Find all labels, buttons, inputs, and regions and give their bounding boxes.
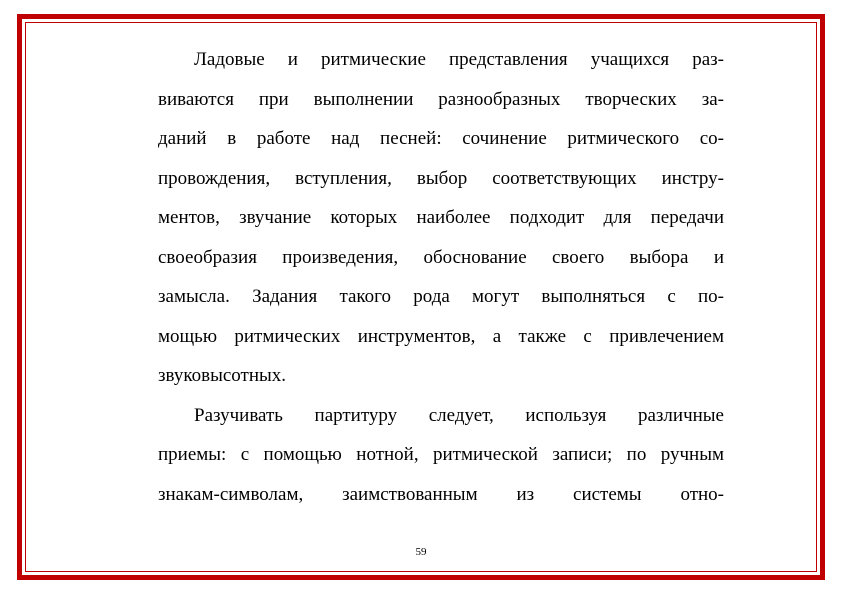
text-line: приемы: с помощью нотной, ритмической записи; по ручным xyxy=(158,444,724,465)
paragraph-1 xyxy=(158,40,724,396)
text-line: мощью ритмических инструментов, а также с привлечением xyxy=(158,325,724,347)
text-line: Разучивать партитуру следует, используя различные xyxy=(194,404,724,426)
text-line: своеобразия произведения, обоснование своего выбора и xyxy=(158,246,724,268)
body-text xyxy=(158,40,724,514)
text-line: ментов, звучание которых наиболее подходит для передачи xyxy=(158,207,724,228)
text-line: Ладовые и ритмические представления учащихся раз- xyxy=(194,49,724,70)
text-line: замысла. Задания такого рода могут выполняться с по- xyxy=(158,286,724,307)
text-line: провождения, вступления, выбор соответствующих инстру- xyxy=(158,167,724,189)
text-line: даний в работе над песней: сочинение ритмического со- xyxy=(158,128,724,149)
paragraph-2 xyxy=(158,396,724,515)
text-line: звуковысотных. xyxy=(158,365,286,386)
text-line: знакам-символам, заимствованным из системы отно- xyxy=(158,483,724,505)
text-line: виваются при выполнении разнообразных творческих за- xyxy=(158,88,724,110)
page-number: 59 xyxy=(415,546,427,558)
